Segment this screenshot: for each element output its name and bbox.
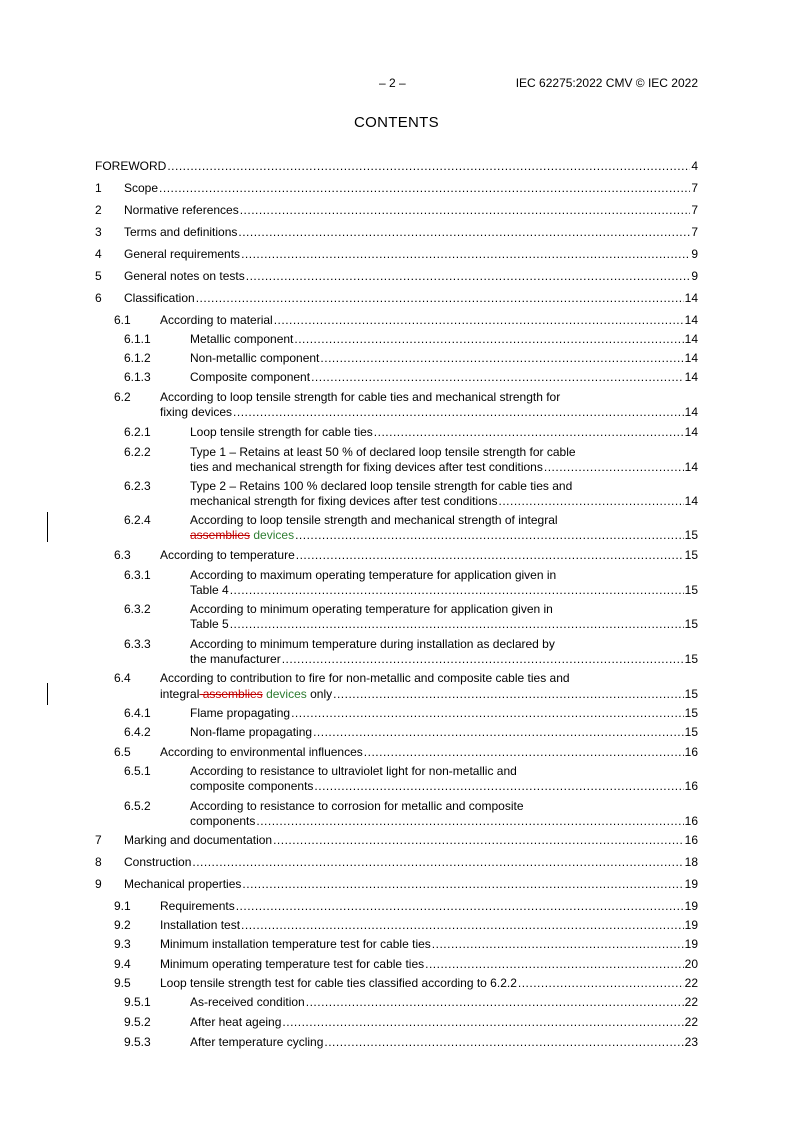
toc-entry-6-2[interactable]: [160, 405, 698, 420]
toc-page-number: 19: [684, 899, 698, 913]
toc-entry-title: As-received condition: [190, 995, 305, 1009]
toc-entry-title-line2: [190, 528, 294, 543]
toc-page-number: 14: [684, 405, 698, 419]
toc-entry-title: According to temperature: [160, 548, 295, 562]
change-bar: [47, 683, 48, 705]
toc-page-number: 15: [684, 706, 698, 720]
change-bar: [47, 512, 48, 542]
toc-entry-title: FOREWORD: [95, 159, 167, 173]
toc-section-number: 6: [95, 291, 102, 305]
toc-section-number: 4: [95, 247, 102, 261]
deleted-text: assemblies: [190, 528, 251, 542]
toc-page-number: 23: [684, 1035, 698, 1049]
toc-section-number: 2: [95, 203, 102, 217]
toc-section-number: 6.3.3: [124, 637, 151, 651]
toc-page-number: 19: [684, 918, 698, 932]
toc-entry-9[interactable]: [95, 877, 698, 892]
dot-leader: [282, 652, 684, 667]
toc-section-number: 5: [95, 269, 102, 283]
toc-page-number: 20: [684, 957, 698, 971]
dot-leader: [230, 617, 684, 632]
toc-entry-6[interactable]: [95, 291, 698, 306]
dot-leader: [246, 269, 691, 284]
dot-leader: [333, 687, 684, 702]
toc-entry-title: After temperature cycling: [190, 1035, 324, 1049]
toc-entry-1[interactable]: [95, 181, 698, 196]
dot-leader: [374, 425, 684, 440]
toc-section-number: 9: [95, 877, 102, 891]
toc-entry-6-1[interactable]: [95, 313, 698, 328]
toc-entry-title-line2: mechanical strength for fixing devices after test conditions: [190, 494, 498, 508]
toc-page-number: 9: [691, 247, 698, 261]
toc-entry-5[interactable]: [95, 269, 698, 284]
toc-section-number: 6.5.1: [124, 764, 151, 778]
toc-entry-title: According to environmental influences: [160, 745, 363, 759]
toc-page-number: 15: [684, 725, 698, 739]
toc-entry-title: General requirements: [124, 247, 241, 261]
toc-section-number: 6.2.2: [124, 445, 151, 459]
toc-section-number: 6.1.3: [124, 370, 151, 384]
toc-page-number: 15: [684, 617, 698, 631]
toc-entry-6-4-1[interactable]: [95, 706, 698, 721]
toc-section-number: 7: [95, 833, 102, 847]
dot-leader: [233, 405, 684, 420]
toc-section-number: 6.1.2: [124, 351, 151, 365]
toc-entry-9-5-3[interactable]: [95, 1035, 698, 1050]
dot-leader: [306, 995, 684, 1010]
dot-leader: [313, 725, 684, 740]
toc-section-number: 6.1: [114, 313, 131, 327]
inserted-text: devices: [253, 528, 295, 542]
toc-entry-6-1-1[interactable]: [95, 332, 698, 347]
toc-entry-6-3-2[interactable]: [190, 617, 698, 632]
toc-entry-title: Minimum operating temperature test for cable ties: [160, 957, 425, 971]
dot-leader: [256, 814, 683, 829]
toc-entry-6-3-1[interactable]: [190, 583, 698, 598]
toc-page-number: 18: [684, 855, 698, 869]
dot-leader: [295, 528, 684, 543]
toc-entry-3[interactable]: [95, 225, 698, 240]
toc-page-number: 14: [684, 291, 698, 305]
toc-entry-title: Terms and definitions: [124, 225, 238, 239]
toc-entry-6-3-3[interactable]: [190, 652, 698, 667]
toc-section-number: 3: [95, 225, 102, 239]
toc-section-number: 9.5.2: [124, 1015, 151, 1029]
dot-leader: [518, 976, 684, 991]
toc-page-number: 15: [684, 583, 698, 597]
toc-page-number: 15: [684, 548, 698, 562]
toc-page-number: 4: [691, 159, 698, 173]
toc-entry-title: Mechanical properties: [124, 877, 242, 891]
toc-section-number: 6.3.1: [124, 568, 151, 582]
toc-page-number: 22: [684, 1015, 698, 1029]
toc-section-number: 6.1.1: [124, 332, 151, 346]
toc-section-number: 6.4.1: [124, 706, 151, 720]
toc-entry-title-line1: According to resistance to corrosion for metallic and composite: [190, 799, 524, 813]
toc-section-number: 6.4: [114, 671, 131, 685]
toc-page-number: 19: [684, 937, 698, 951]
toc-entry-9-5[interactable]: [95, 976, 698, 991]
dot-leader: [296, 548, 684, 563]
toc-section-number: 6.2.4: [124, 513, 151, 527]
dot-leader: [324, 1035, 683, 1050]
toc-entry-9-5-1[interactable]: [95, 995, 698, 1010]
toc-entry-9-3[interactable]: [95, 937, 698, 952]
toc-entry-title: Loop tensile strength for cable ties: [190, 425, 373, 439]
toc-entry-title-line2: Table 4: [190, 583, 229, 597]
dot-leader: [320, 351, 683, 366]
toc-section-number: 9.5: [114, 976, 131, 990]
toc-entry-6-2-2[interactable]: [190, 460, 698, 475]
deleted-text: assemblies: [199, 687, 263, 701]
toc-page-number: 14: [684, 460, 698, 474]
dot-leader: [425, 957, 684, 972]
toc-entry-8[interactable]: [95, 855, 698, 870]
dot-leader: [282, 1015, 683, 1030]
inserted-text: devices: [266, 687, 307, 701]
toc-entry-title-line2: fixing devices: [160, 405, 233, 419]
toc-section-number: 8: [95, 855, 102, 869]
toc-entry-title-line1: According to maximum operating temperature for application given in: [190, 568, 557, 582]
dot-leader: [499, 494, 684, 509]
toc-entry-6-5-2[interactable]: [190, 814, 698, 829]
toc-entry-title: After heat ageing: [190, 1015, 282, 1029]
toc-section-number: 6.2.1: [124, 425, 151, 439]
suffix-text: only: [310, 687, 333, 701]
dot-leader: [167, 159, 690, 174]
toc-page-number: 14: [684, 351, 698, 365]
toc-entry-4[interactable]: [95, 247, 698, 262]
toc-entry-6-1-2[interactable]: [95, 351, 698, 366]
toc-entry-title-line2: the manufacturer: [190, 652, 281, 666]
toc-entry-title: Scope: [124, 181, 159, 195]
toc-entry-6-1-3[interactable]: [95, 370, 698, 385]
dot-leader: [274, 313, 684, 328]
toc-section-number: 6.5: [114, 745, 131, 759]
toc-section-number: 6.5.2: [124, 799, 151, 813]
toc-page-number: 7: [691, 203, 698, 217]
toc-entry-title: Requirements: [160, 899, 235, 913]
toc-section-number: 6.3: [114, 548, 131, 562]
toc-page-number: 22: [684, 995, 698, 1009]
toc-section-number: 9.4: [114, 957, 131, 971]
toc-page-number: 15: [684, 528, 698, 542]
toc-entry-6-3[interactable]: [95, 548, 698, 563]
dot-leader: [273, 833, 684, 848]
toc-section-number: 9.1: [114, 899, 131, 913]
toc-section-number: 9.5.3: [124, 1035, 151, 1049]
toc-entry-title: Minimum installation temperature test for cable ties: [160, 937, 431, 951]
dot-leader: [241, 918, 684, 933]
toc-entry-title: Metallic component: [190, 332, 294, 346]
toc-entry-9-5-2[interactable]: [95, 1015, 698, 1030]
toc-entry-title-line1: According to minimum temperature during installation as declared by: [190, 637, 555, 651]
toc-entry-title-line1: Type 2 – Retains 100 % declared loop tensile strength for cable ties and: [190, 479, 573, 493]
dot-leader: [230, 583, 684, 598]
toc-section-number: 6.2: [114, 390, 131, 404]
dot-leader: [240, 203, 691, 218]
dot-leader: [159, 181, 690, 196]
toc-page-number: 9: [691, 269, 698, 283]
toc-page-number: 15: [684, 687, 698, 701]
toc-entry-title-line2: [160, 687, 332, 702]
prefix-text: integral: [160, 687, 200, 701]
toc-page-number: 7: [691, 225, 698, 239]
toc-entry-6-4-2[interactable]: [95, 725, 698, 740]
toc-entry-6-4[interactable]: [160, 687, 698, 702]
toc-entry-6-5[interactable]: [95, 745, 698, 760]
toc-entry-title-line1: According to minimum operating temperature for application given in: [190, 602, 553, 616]
toc-entry-9-2[interactable]: [95, 918, 698, 933]
dot-leader: [238, 225, 690, 240]
toc-page-number: 16: [684, 779, 698, 793]
toc-entry-title: According to material: [160, 313, 273, 327]
toc-entry-foreword[interactable]: [95, 159, 698, 174]
toc-entry-title: Installation test: [160, 918, 241, 932]
toc-page-number: 16: [684, 833, 698, 847]
toc-entry-title-line2: components: [190, 814, 256, 828]
toc-section-number: 9.3: [114, 937, 131, 951]
dot-leader: [192, 855, 683, 870]
toc-section-number: 9.2: [114, 918, 131, 932]
toc-entry-title: Marking and documentation: [124, 833, 273, 847]
dot-leader: [241, 247, 690, 262]
toc-entry-title: Non-flame propagating: [190, 725, 313, 739]
toc-entry-title-line1: Type 1 – Retains at least 50 % of declared loop tensile strength for cable: [190, 445, 576, 459]
toc-entry-6-2-4[interactable]: [190, 528, 698, 543]
toc-page-number: 7: [691, 181, 698, 195]
toc-page-number: 14: [684, 313, 698, 327]
toc-section-number: 1: [95, 181, 102, 195]
toc-entry-title-line2: composite components: [190, 779, 314, 793]
toc-page-number: 14: [684, 425, 698, 439]
dot-leader: [314, 779, 683, 794]
dot-leader: [544, 460, 684, 475]
toc-entry-title-line1: According to loop tensile strength for cable ties and mechanical strength for: [160, 390, 561, 404]
dot-leader: [432, 937, 684, 952]
toc-entry-9-4[interactable]: [95, 957, 698, 972]
toc-page-number: 14: [684, 332, 698, 346]
document-id: IEC 62275:2022 CMV © IEC 2022: [515, 76, 698, 90]
dot-leader: [196, 291, 684, 306]
toc-entry-6-2-3[interactable]: [190, 494, 698, 509]
dot-leader: [294, 332, 683, 347]
toc-entry-title-line1: According to resistance to ultraviolet light for non-metallic and: [190, 764, 517, 778]
dot-leader: [242, 877, 683, 892]
toc-entry-title-line1: According to loop tensile strength and mechanical strength of integral: [190, 513, 558, 527]
toc-page-number: 22: [684, 976, 698, 990]
toc-entry-6-2-1[interactable]: [95, 425, 698, 440]
toc-page-number: 16: [684, 814, 698, 828]
toc-entry-title: Composite component: [190, 370, 311, 384]
toc-entry-title-line1: According to contribution to fire for non-metallic and composite cable ties and: [160, 671, 570, 685]
toc-entry-title-line2: Table 5: [190, 617, 229, 631]
toc-entry-title: Loop tensile strength test for cable ties classified according to 6.2.2: [160, 976, 517, 990]
toc-page-number: 19: [684, 877, 698, 891]
dot-leader: [364, 745, 684, 760]
toc-entry-title-line2: ties and mechanical strength for fixing devices after test conditions: [190, 460, 543, 474]
dot-leader: [311, 370, 684, 385]
toc-entry-6-5-1[interactable]: [190, 779, 698, 794]
dot-leader: [291, 706, 684, 721]
contents-heading: CONTENTS: [354, 114, 439, 131]
toc-entry-9-1[interactable]: [95, 899, 698, 914]
toc-section-number: 9.5.1: [124, 995, 151, 1009]
toc-entry-2[interactable]: [95, 203, 698, 218]
toc-entry-title: Construction: [124, 855, 192, 869]
toc-entry-7[interactable]: [95, 833, 698, 848]
toc-entry-title: Non-metallic component: [190, 351, 320, 365]
toc-entry-title: Normative references: [124, 203, 239, 217]
toc-section-number: 6.2.3: [124, 479, 151, 493]
toc-page-number: 14: [684, 370, 698, 384]
dot-leader: [236, 899, 684, 914]
toc-entry-title: Classification: [124, 291, 195, 305]
page-number: – 2 –: [379, 76, 406, 90]
toc-page-number: 16: [684, 745, 698, 759]
toc-entry-title: General notes on tests: [124, 269, 245, 283]
toc-section-number: 6.3.2: [124, 602, 151, 616]
toc-entry-title: Flame propagating: [190, 706, 291, 720]
toc-page-number: 15: [684, 652, 698, 666]
toc-section-number: 6.4.2: [124, 725, 151, 739]
toc-page-number: 14: [684, 494, 698, 508]
